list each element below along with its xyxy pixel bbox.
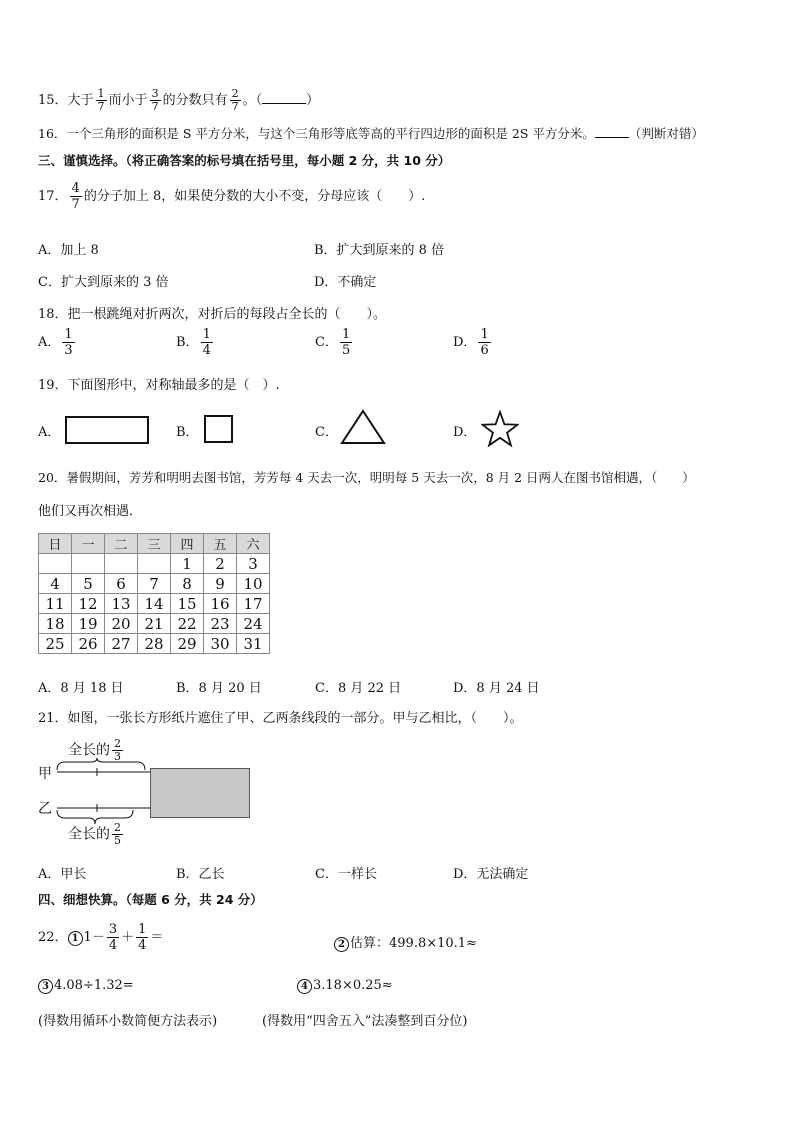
paper-cover-rectangle — [150, 768, 250, 818]
option-b[interactable]: B． $\frac{1}{4}$ — [176, 327, 211, 358]
option-c[interactable]: C．扩大到原来的 3 倍 — [38, 275, 169, 290]
jia-label: 甲 — [38, 766, 52, 782]
note-part-3: (得数用循环小数简便方法表示) — [38, 1014, 218, 1029]
calendar-table — [38, 533, 270, 654]
square-shape — [204, 415, 233, 443]
option-b[interactable]: B．8 月 20 日 — [176, 681, 262, 696]
bottom-segment-label: 全长的 $\frac{2}{5}$ — [68, 821, 121, 847]
option-a[interactable]: A．甲长 — [38, 867, 87, 882]
option-b[interactable]: B．扩大到原来的 8 倍 — [314, 243, 445, 258]
fraction: $\frac{3}{7}$ — [151, 87, 159, 113]
option-a[interactable]: A．加上 8 — [38, 243, 99, 258]
option-c[interactable]: C．8 月 22 日 — [315, 681, 402, 696]
option-c[interactable]: C． $\frac{1}{5}$ — [315, 327, 351, 358]
question-22-part-4: 4 3.18×0.25≈ — [297, 978, 393, 994]
question-21: 21．如图，一张长方形纸片遮住了甲、乙两条线段的一部分。甲与乙相比，（ ）。 — [38, 711, 523, 726]
option-d[interactable]: D．8 月 24 日 — [453, 681, 540, 696]
question-22-part-3: 3 4.08÷1.32= — [38, 978, 134, 994]
answer-blank[interactable] — [595, 127, 629, 138]
question-20-cont: 他们又再次相遇． — [38, 504, 143, 519]
option-d[interactable]: D． $\frac{1}{6}$ — [453, 327, 489, 358]
calendar-row: 4 5 6 7 8 9 10 — [39, 574, 270, 594]
fraction: $\frac{1}{7}$ — [97, 87, 105, 113]
yi-label: 乙 — [38, 801, 52, 817]
question-19: 19．下面图形中，对称轴最多的是（ ）. — [38, 378, 280, 393]
option-a[interactable]: A． $\frac{1}{3}$ — [38, 327, 73, 358]
option-c-label[interactable]: C． — [315, 425, 338, 440]
option-b-label[interactable]: B． — [176, 425, 199, 440]
section-4-heading: 四、细想快算。（每题 6 分，共 24 分） — [38, 892, 263, 907]
question-18: 18．把一根跳绳对折两次，对折后的每段占全长的（ ）。 — [38, 307, 387, 322]
question-22-part-2: 2 估算：499.8×10.1≈ — [334, 932, 477, 952]
star-shape — [481, 410, 519, 448]
calendar-row: 1 2 3 — [39, 554, 270, 574]
calendar-row: 18 19 20 21 22 23 24 — [39, 614, 270, 634]
fraction: $\frac{4}{7}$ — [71, 181, 80, 212]
calendar-row: 25 26 27 28 29 30 31 — [39, 634, 270, 654]
option-a-label[interactable]: A． — [38, 425, 61, 440]
note-part-4: (得数用“四舍五入”法凑整到百分位) — [262, 1014, 468, 1029]
answer-blank[interactable] — [262, 93, 306, 104]
question-17: 17． $\frac{4}{7}$ 的分子加上 8，如果使分数的大小不变，分母应该（ ）. — [38, 181, 426, 212]
option-d-label[interactable]: D． — [453, 425, 477, 440]
triangle-shape — [340, 409, 386, 445]
option-d[interactable]: D．无法确定 — [453, 867, 529, 882]
section-3-heading: 三、谨慎选择。（将正确答案的标号填在括号里，每小题 2 分，共 10 分） — [38, 153, 451, 168]
option-d[interactable]: D．不确定 — [314, 275, 377, 290]
question-20: 20．暑假期间，芳芳和明明去图书馆，芳芳每 4 天去一次，明明每 5 天去一次，8 月 2 日两人在图书馆相遇，（ ） — [38, 470, 695, 485]
top-segment-label: 全长的 $\frac{2}{3}$ — [68, 737, 121, 763]
question-16: 16．一个三角形的面积是 S 平方分米，与这个三角形等底等高的平行四边形的面积是 2S 平方分米。 （判断对错） — [38, 126, 704, 141]
fraction: $\frac{2}{7}$ — [231, 87, 239, 113]
question-22-part-1: 22． 1 1－ $\frac{3}{4}$ ＋ $\frac{1}{4}$ ＝ — [38, 922, 164, 953]
option-a[interactable]: A．8 月 18 日 — [38, 681, 124, 696]
question-15: 15．大于 $\frac{1}{7}$ 而小于 $\frac{3}{7}$ 的分数只有 $\frac{2}{7}$ 。（ ） — [38, 87, 320, 113]
calendar-row: 11 12 13 14 15 16 17 — [39, 594, 270, 614]
calendar-header: 日 一 二 三 四 五 六 — [39, 534, 270, 554]
rectangle-shape — [65, 416, 149, 444]
option-b[interactable]: B．乙长 — [176, 867, 225, 882]
segment-brackets — [55, 758, 155, 828]
option-c[interactable]: C．一样长 — [315, 867, 377, 882]
